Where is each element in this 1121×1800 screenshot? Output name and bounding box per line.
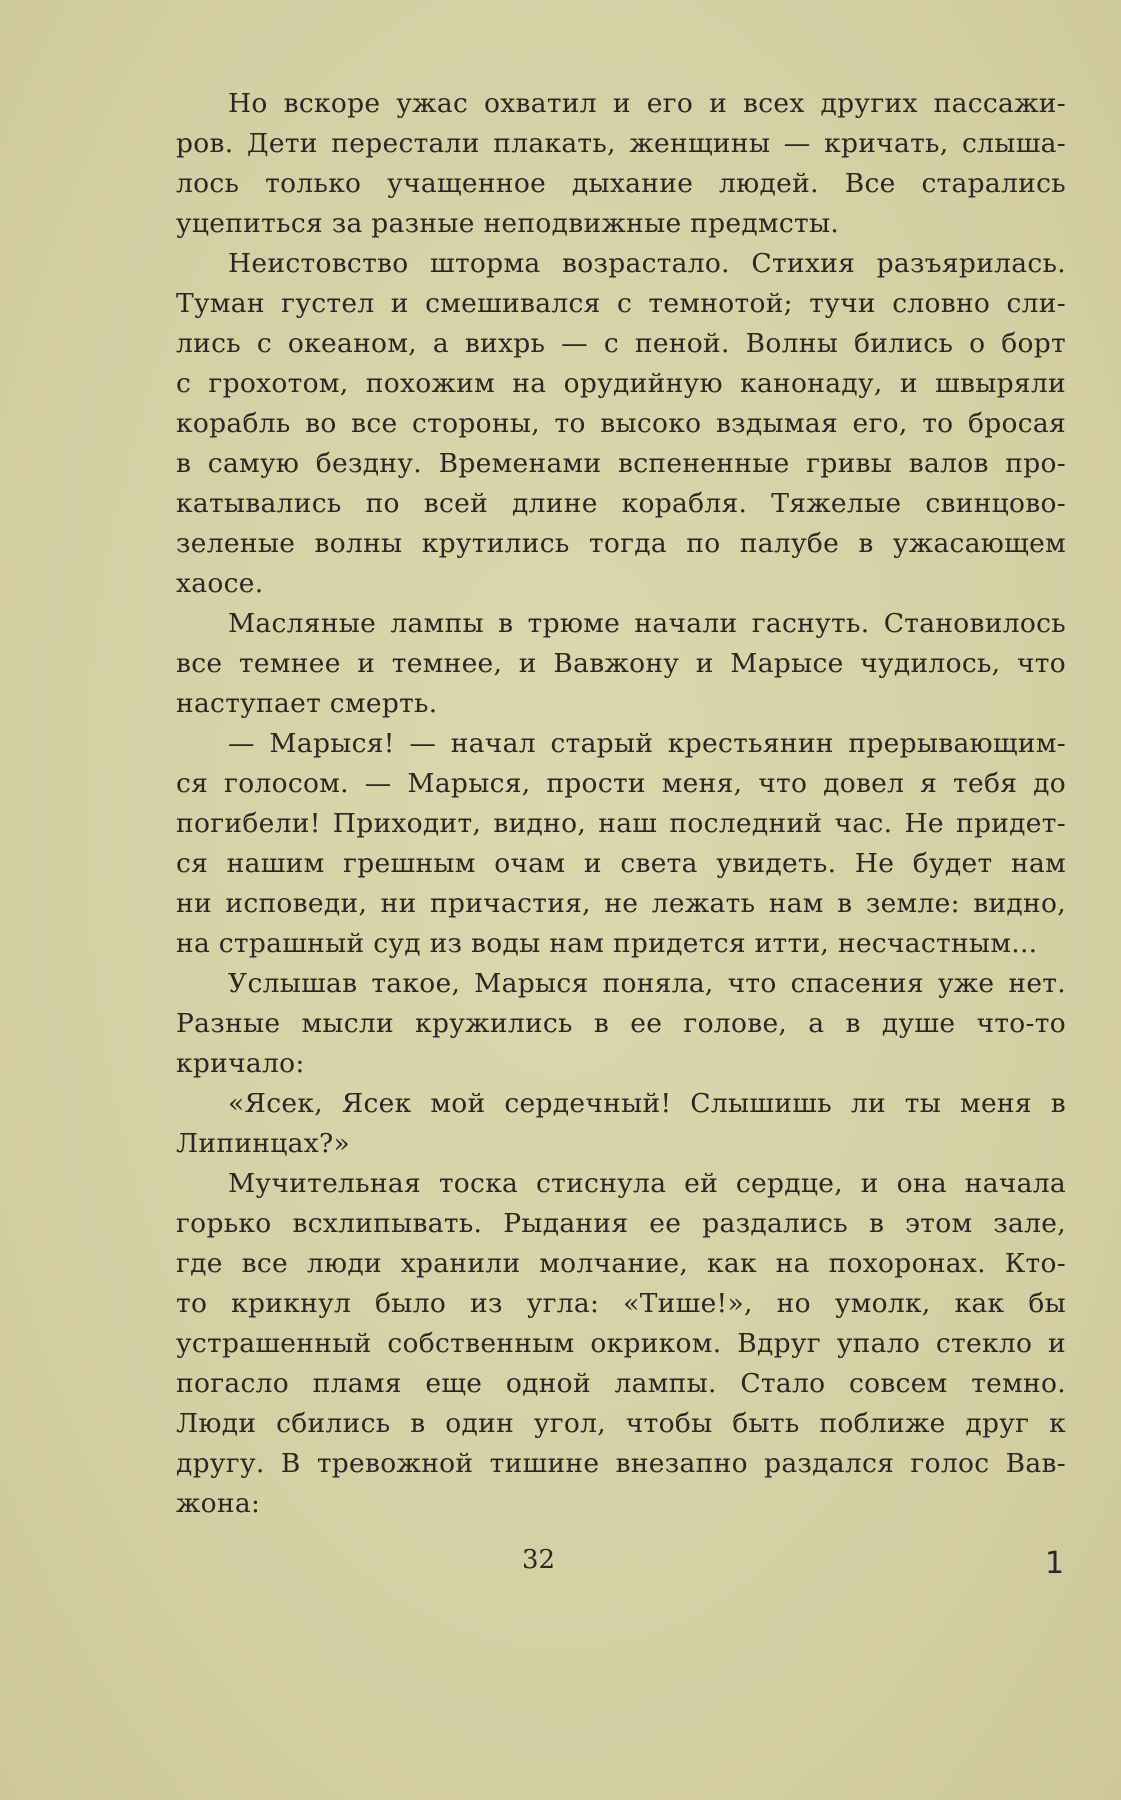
text-line: Мучительная тоска стиснула ей сердце, и она начала xyxy=(228,1168,1066,1199)
text-line: устрашенный собственным окриком. Вдруг упало стекло и xyxy=(176,1328,1066,1359)
text-line: лось только учащенное дыхание людей. Все старались xyxy=(176,168,1066,199)
text-line: ся нашим грешным очам и света увидеть. Не будет нам xyxy=(176,848,1066,879)
paragraph xyxy=(176,1164,1066,1524)
text-line: лись с океаном, а вихрь — с пеной. Волны бились о борт xyxy=(176,328,1066,359)
text-line: уцепиться за разные неподвижные предмсты. xyxy=(176,208,840,239)
text-line: зеленые волны крутились тогда по палубе в ужасающем xyxy=(176,528,1066,559)
text-line: Туман густел и смешивался с темнотой; тучи словно сли- xyxy=(176,288,1066,319)
text-line: хаосе. xyxy=(176,568,264,599)
text-line: Люди сбились в один угол, чтобы быть поближе друг к xyxy=(176,1408,1066,1439)
text-line: наступает смерть. xyxy=(176,688,438,719)
text-line: ров. Дети перестали плакать, женщины — кричать, слыша- xyxy=(176,128,1066,159)
text-line: кричало: xyxy=(176,1048,305,1079)
signature-mark: 1 xyxy=(1045,1546,1065,1581)
paragraph xyxy=(176,244,1066,604)
text-line: погасло пламя еще одной лампы. Стало совсем темно. xyxy=(176,1368,1066,1399)
text-line: ни исповеди, ни причастия, не лежать нам в земле: видно, xyxy=(176,888,1066,919)
text-line: где все люди хранили молчание, как на похоронах. Кто- xyxy=(176,1248,1066,1279)
paragraph xyxy=(176,604,1066,724)
text-line: Липинцах?» xyxy=(176,1128,350,1159)
text-line: в самую бездну. Временами вспененные гривы валов про- xyxy=(176,448,1066,479)
page-number: 32 xyxy=(521,1545,556,1575)
text-line: другу. В тревожной тишине внезапно раздался голос Вав- xyxy=(176,1448,1066,1479)
text-line: с грохотом, похожим на орудийную канонаду, и швыряли xyxy=(176,368,1066,399)
text-line: катывались по всей длине корабля. Тяжелые свинцово- xyxy=(176,488,1066,519)
paragraph xyxy=(176,964,1066,1084)
text-line: то крикнул было из угла: «Тише!», но умолк, как бы xyxy=(176,1288,1066,1319)
text-line: погибели! Приходит, видно, наш последний час. Не придет- xyxy=(176,808,1066,839)
text-line: Но вскоре ужас охватил и его и всех других пассажи- xyxy=(228,88,1066,119)
paragraph xyxy=(176,724,1066,964)
text-line: Неистовство шторма возрастало. Стихия разъярилась. xyxy=(228,248,1066,279)
text-line: корабль во все стороны, то высоко вздымая его, то бросая xyxy=(176,408,1066,439)
body-text xyxy=(176,84,1066,1524)
text-line: жона: xyxy=(176,1488,261,1519)
paragraph xyxy=(176,84,1066,244)
text-line: Масляные лампы в трюме начали гаснуть. Становилось xyxy=(228,608,1066,639)
text-line: на страшный суд из воды нам придется итти, несчастным... xyxy=(176,928,1038,959)
text-line: Услышав такое, Марыся поняла, что спасения уже нет. xyxy=(228,968,1066,999)
paragraph xyxy=(176,1084,1066,1164)
text-line: — Марыся! — начал старый крестьянин прерывающим- xyxy=(228,728,1066,759)
text-line: ся голосом. — Марыся, прости меня, что довел я тебя до xyxy=(176,768,1066,799)
text-line: «Ясек, Ясек мой сердечный! Слышишь ли ты меня в xyxy=(228,1088,1066,1119)
text-line: горько всхлипывать. Рыдания ее раздались в этом зале, xyxy=(176,1208,1066,1239)
text-line: Разные мысли кружились в ее голове, а в душе что-то xyxy=(176,1008,1066,1039)
text-line: все темнее и темнее, и Вавжону и Марысе чудилось, что xyxy=(176,648,1066,679)
